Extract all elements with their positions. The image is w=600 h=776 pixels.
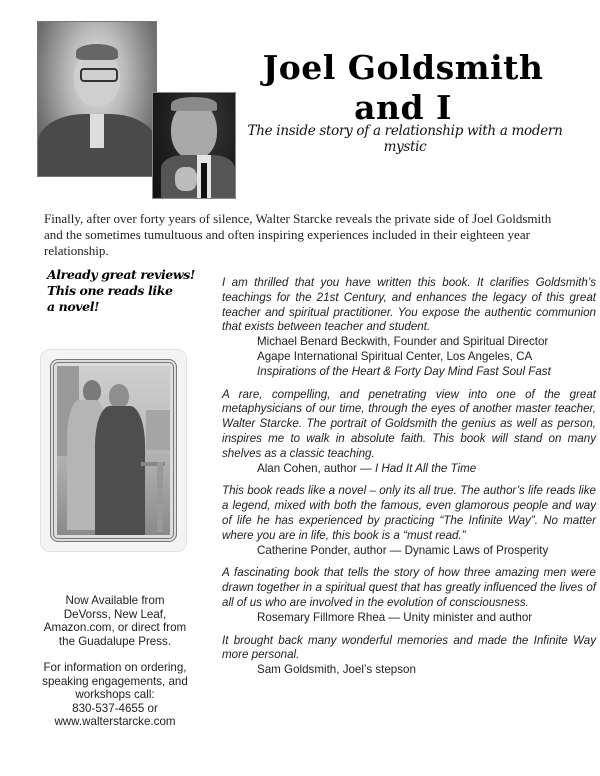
review-item bbox=[222, 566, 596, 625]
decorative-border bbox=[50, 359, 177, 542]
book-titles: Inspirations of the Heart & Forty Day Mind Fast Soul Fast bbox=[257, 364, 551, 378]
review-attribution: Catherine Ponder, author — Dynamic Laws of Prosperity bbox=[257, 543, 549, 557]
tagline-line-2: This one reads like bbox=[47, 283, 173, 298]
vintage-photo bbox=[57, 366, 170, 535]
tagline bbox=[47, 267, 217, 315]
book-title: I Had It All the Time bbox=[374, 461, 477, 475]
contact-block bbox=[30, 661, 200, 729]
review-item bbox=[222, 276, 596, 380]
house-shape bbox=[146, 410, 170, 450]
hair-shape bbox=[171, 97, 217, 111]
review-item bbox=[222, 634, 596, 678]
review-quote: It brought back many wonderful memories and made the Infinite Way more personal. bbox=[222, 633, 596, 662]
contact-line: workshops call: bbox=[75, 688, 155, 701]
review-attribution: Michael Benard Beckwith, Founder and Spiritual Director bbox=[257, 335, 549, 349]
availability-line: Amazon.com, or direct from bbox=[43, 621, 187, 634]
review-attribution: Rosemary Fillmore Rhea — Unity minister and author bbox=[257, 610, 533, 624]
review-attribution bbox=[222, 462, 596, 477]
vintage-photo-card bbox=[40, 349, 187, 552]
dark-suit-figure bbox=[95, 406, 145, 535]
availability-line: DeVorss, New Leaf, bbox=[63, 607, 167, 621]
reviews-list bbox=[222, 276, 596, 686]
tagline-line-1: Already great reviews! bbox=[47, 267, 195, 282]
phone-number: 830-537-4655 or bbox=[72, 701, 158, 715]
title-line-1: Joel Goldsmith bbox=[262, 48, 544, 87]
portrait-photo-starcke bbox=[152, 92, 236, 199]
review-attribution: Sam Goldsmith, Joel’s stepson bbox=[257, 663, 416, 677]
review-attribution: Agape International Spiritual Center, Los Angeles, CA bbox=[257, 349, 533, 363]
contact-line: speaking engagements, and bbox=[42, 674, 188, 688]
review-attribution-books bbox=[222, 365, 596, 380]
title-line-2: and I bbox=[354, 88, 452, 127]
page-title bbox=[238, 48, 568, 128]
page-subtitle: The inside story of a relationship with a modern mystic bbox=[247, 123, 563, 155]
availability-line: the Guadalupe Press. bbox=[58, 634, 172, 648]
availability-info bbox=[30, 594, 200, 742]
face-shape bbox=[83, 380, 101, 402]
review-quote: I am thrilled that you have written this book. It clarifies Goldsmith’s teachings for the 21st Century, and enhances the legacy of this great teacher and spiritual practitioner. You expose the authentic communion that exists between teacher and student. bbox=[222, 276, 596, 334]
railing-post bbox=[157, 462, 163, 532]
tie-shape bbox=[201, 163, 207, 199]
website-url: www.walterstarcke.com bbox=[54, 715, 176, 728]
face-shape bbox=[109, 384, 129, 408]
portrait-photo-goldsmith bbox=[37, 21, 157, 177]
glasses-shape bbox=[80, 68, 118, 82]
collar-shape bbox=[90, 114, 104, 148]
intro-paragraph: Finally, after over forty years of silence, Walter Starcke reveals the private side of Joel Goldsmith and the sometimes tumultuous and often inspiring experiences included in their eighteen year relationship. bbox=[44, 211, 552, 258]
contact-line: For information on ordering, bbox=[43, 661, 187, 674]
hair-shape bbox=[76, 44, 118, 60]
review-item bbox=[222, 484, 596, 558]
availability-line: Now Available from bbox=[65, 594, 165, 607]
review-item bbox=[222, 388, 596, 477]
author-name: Alan Cohen, author — bbox=[257, 461, 375, 475]
tagline-line-3: a novel! bbox=[47, 299, 100, 314]
review-quote: A fascinating book that tells the story of how three amazing men were drawn together in a spiritual quest that has greatly influenced the lives of all of us who are involved in the evolution of consciousness. bbox=[222, 566, 596, 609]
availability-block bbox=[30, 594, 200, 648]
review-quote: A rare, compelling, and penetrating view into one of the great metaphysicians of our time, through the eyes of another master teacher, Walter Starcke. The portrait of Goldsmith the genius as well as person, inspires me to walk in absolute faith. This book will stand on many shelves as a classic teaching. bbox=[222, 387, 596, 460]
hand-shape bbox=[175, 167, 197, 191]
review-quote: This book reads like a novel – only its all true. The author’s life reads like a legend, mixed with both the famous, even glamorous people and way of life he has experienced by practicing “The Infinite Way”. No matter where you are in life, this book is a “must read.” bbox=[222, 484, 596, 542]
